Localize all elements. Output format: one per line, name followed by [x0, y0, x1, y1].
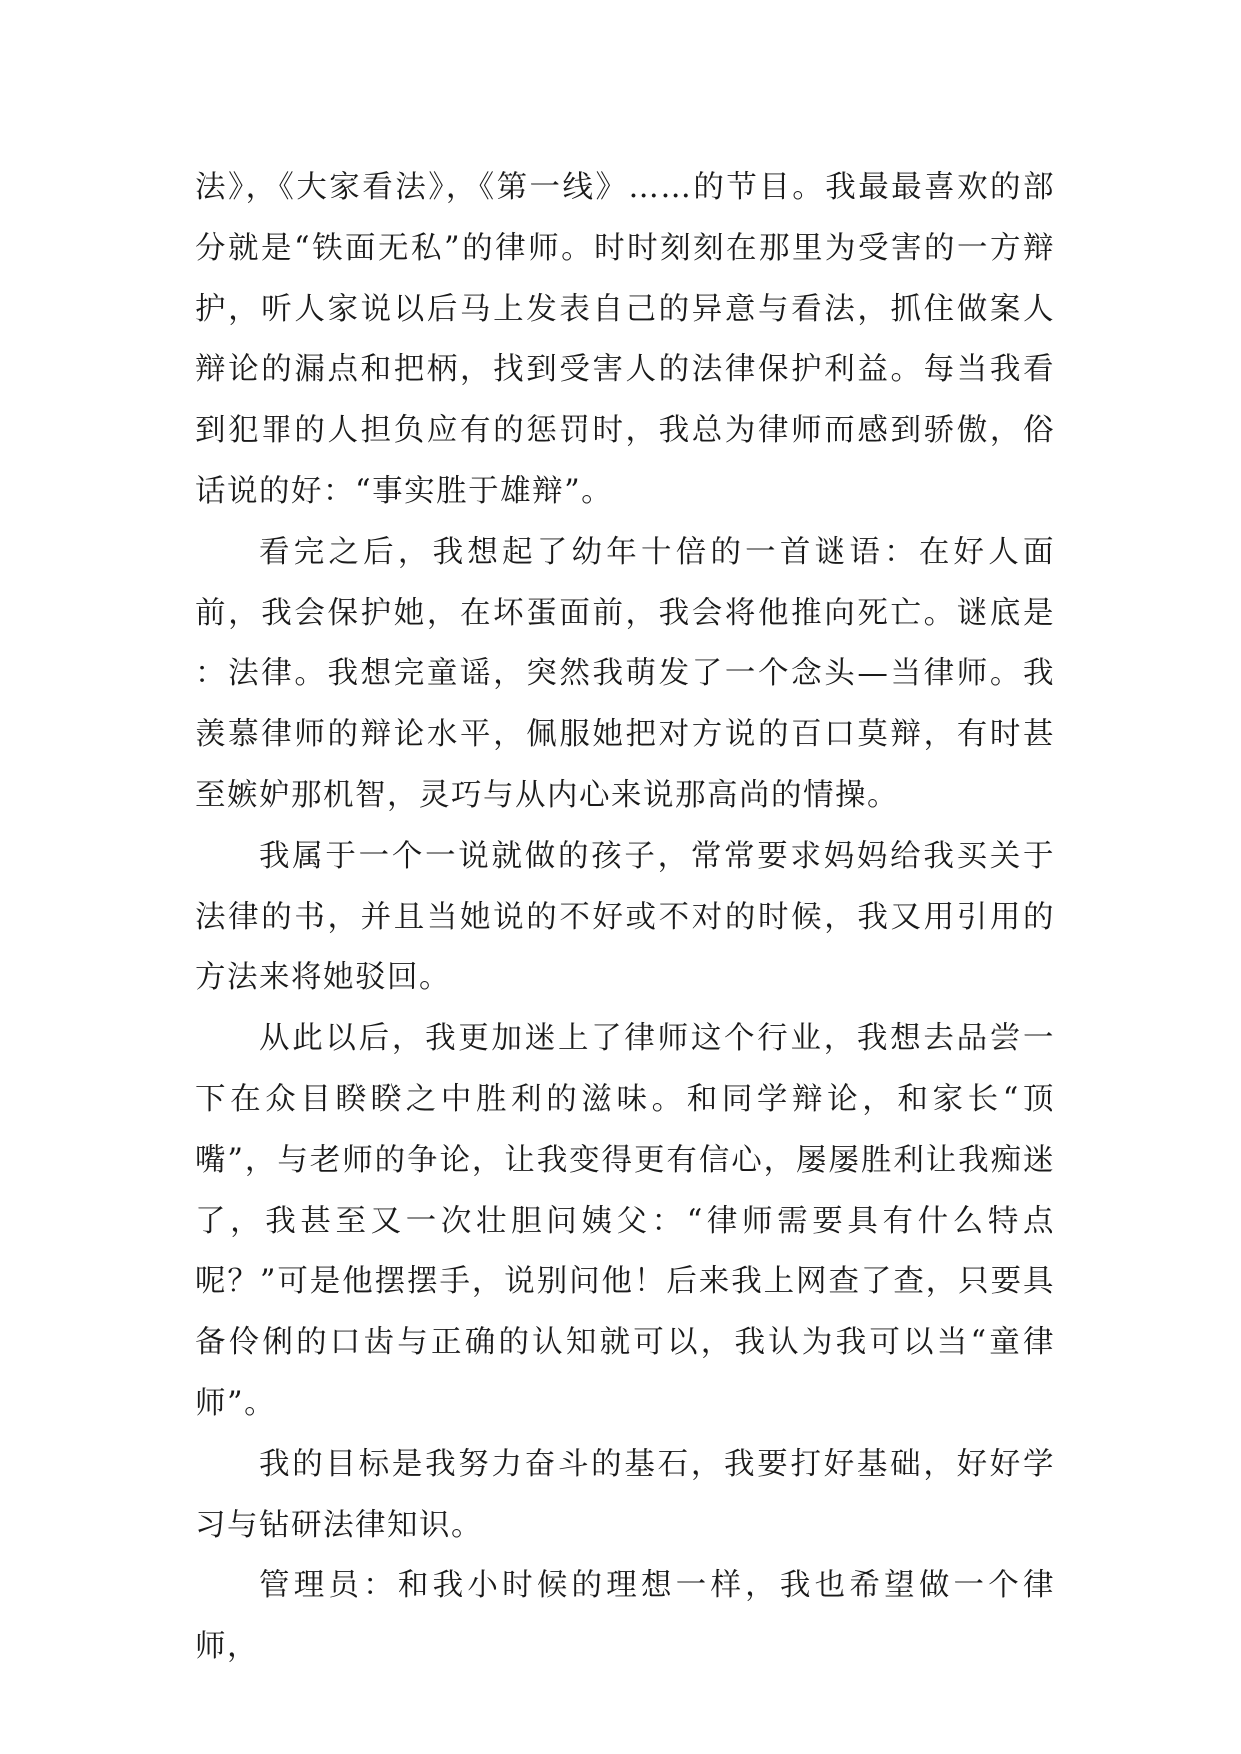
- paragraph: 我属于一个一说就做的孩子，常常要求妈妈给我买关于法律的书，并且当她说的不好或不对的时候，我又用引用的方法来将她驳回。: [195, 838, 1055, 996]
- article-body: [195, 158, 1055, 1678]
- paragraph: 看完之后，我想起了幼年十倍的一首谜语：在好人面前，我会保护她，在坏蛋面前，我会将他推向死亡。谜底是 ：法律。我想完童谣，突然我萌发了一个念头—当律师。我羡慕律师的辩论水平，佩服她把对方说的百口莫辩，有时甚至嫉妒那机智，灵巧与从内心来说那高尚的情操。: [195, 534, 1055, 813]
- paragraph: 管理员：和我小时候的理想一样，我也希望做一个律师，: [195, 1568, 1055, 1665]
- paragraph-continued: 法》，《大家看法》，《第一线》……的节目。我最最喜欢的部分就是“铁面无私”的律师。时时刻刻在那里为受害的一方辩护，听人家说以后马上发表自己的异意与看法，抓住做案人辩论的漏点和把柄，找到受害人的法律保护利益。每当我看到犯罪的人担负应有的惩罚时，我总为律师而感到骄傲，俗话说的好：“事实胜于雄辩”。: [195, 170, 1055, 509]
- paragraph: 我的目标是我努力奋斗的基石，我要打好基础，好好学习与钻研法律知识。: [195, 1446, 1055, 1543]
- paragraph: 从此以后，我更加迷上了律师这个行业，我想去品尝一下在众目睽睽之中胜利的滋味。和同学辩论，和家长“顶嘴”，与老师的争论，让我变得更有信心，屡屡胜利让我痴迷了，我甚至又一次壮胆问姨父：“律师需要具有什么特点呢？”可是他摆摆手，说别问他！后来我上网查了查，只要具备伶俐的口齿与正确的认知就可以，我认为我可以当“童律师”。: [195, 1021, 1055, 1421]
